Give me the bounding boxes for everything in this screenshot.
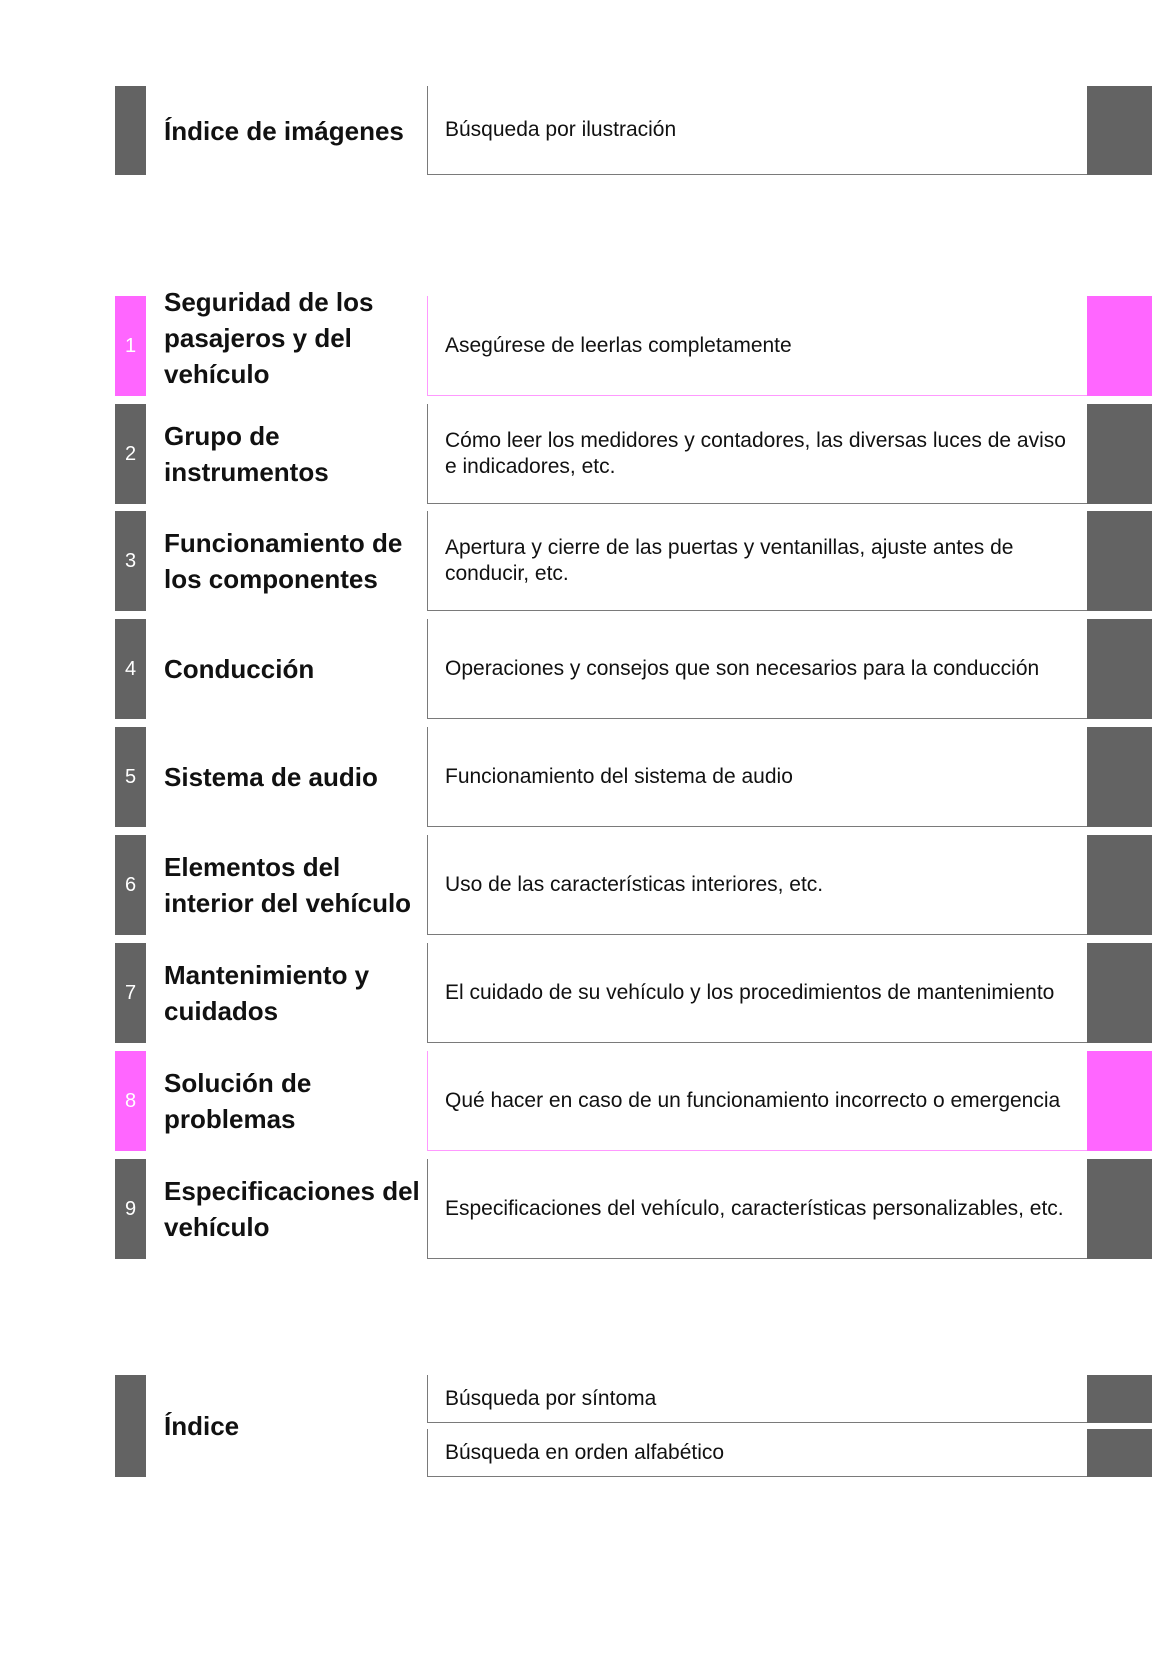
chapter-title: Elementos del interior del vehículo: [164, 852, 412, 918]
picture-index-tab: [115, 86, 146, 175]
chapter-desc: Qué hacer en caso de un funcionamiento incorrecto o emergencia: [427, 1051, 1087, 1151]
index-alphabetical-search[interactable]: Búsqueda en orden alfabético: [427, 1429, 1087, 1477]
chapter-desc: Asegúrese de leerlas completamente: [427, 296, 1087, 396]
chapter-row-6[interactable]: [115, 835, 1152, 935]
chapter-title: Solución de problemas: [164, 1068, 312, 1134]
chapter-right-tab: [1087, 404, 1152, 504]
chapter-title: Sistema de audio: [164, 762, 378, 792]
index-tab: [115, 1375, 146, 1477]
chapter-desc: El cuidado de su vehículo y los procedimientos de mantenimiento: [427, 943, 1087, 1043]
chapter-desc: Funcionamiento del sistema de audio: [427, 727, 1087, 827]
chapter-desc: Cómo leer los medidores y contadores, las diversas luces de aviso e indicadores, etc.: [427, 404, 1087, 504]
chapter-right-tab: [1087, 727, 1152, 827]
chapter-desc: Especificaciones del vehículo, características personalizables, etc.: [427, 1159, 1087, 1259]
index-alphabetical-right-tab: [1087, 1429, 1152, 1477]
index-symptom-search[interactable]: Búsqueda por síntoma: [427, 1375, 1087, 1423]
picture-index-right-tab: [1087, 86, 1152, 175]
chapter-desc: Apertura y cierre de las puertas y ventanillas, ajuste antes de conducir, etc.: [427, 511, 1087, 611]
chapter-row-1[interactable]: [115, 287, 1152, 396]
picture-index-row[interactable]: [115, 86, 1152, 175]
chapter-title: Funcionamiento de los componentes: [164, 528, 403, 594]
chapter-number-tab: 2: [115, 404, 146, 504]
chapter-right-tab: [1087, 511, 1152, 611]
chapter-right-tab: [1087, 619, 1152, 719]
chapter-title: Mantenimiento y cuidados: [164, 960, 370, 1026]
chapter-number-tab: 1: [115, 296, 146, 396]
chapter-desc: Uso de las características interiores, etc.: [427, 835, 1087, 935]
chapter-row-3[interactable]: [115, 511, 1152, 611]
chapter-desc: Operaciones y consejos que son necesarios para la conducción: [427, 619, 1087, 719]
chapter-right-tab: [1087, 835, 1152, 935]
chapter-row-5[interactable]: [115, 727, 1152, 827]
chapter-right-tab: [1087, 1051, 1152, 1151]
chapter-row-4[interactable]: [115, 619, 1152, 719]
chapter-number-tab: 5: [115, 727, 146, 827]
chapter-title: Conducción: [164, 654, 315, 684]
index-title: Índice: [164, 1411, 240, 1441]
chapter-row-8[interactable]: [115, 1051, 1152, 1151]
chapter-number-tab: 9: [115, 1159, 146, 1259]
chapter-number-tab: 3: [115, 511, 146, 611]
picture-index-title: Índice de imágenes: [164, 115, 404, 146]
chapter-row-2[interactable]: [115, 404, 1152, 504]
chapter-number-tab: 7: [115, 943, 146, 1043]
index-row: [115, 1375, 1152, 1477]
chapter-right-tab: [1087, 1159, 1152, 1259]
chapter-row-9[interactable]: [115, 1159, 1152, 1259]
chapter-number-tab: 4: [115, 619, 146, 719]
index-symptom-right-tab: [1087, 1375, 1152, 1423]
chapter-title: Seguridad de los pasajeros y del vehículo: [164, 287, 374, 389]
picture-index-desc: Búsqueda por ilustración: [427, 86, 1087, 175]
chapter-number-tab: 8: [115, 1051, 146, 1151]
chapter-title: Especificaciones del vehículo: [164, 1176, 420, 1242]
chapter-right-tab: [1087, 943, 1152, 1043]
chapter-right-tab: [1087, 296, 1152, 396]
chapter-title: Grupo de instrumentos: [164, 421, 329, 487]
chapter-row-7[interactable]: [115, 943, 1152, 1043]
chapter-number-tab: 6: [115, 835, 146, 935]
